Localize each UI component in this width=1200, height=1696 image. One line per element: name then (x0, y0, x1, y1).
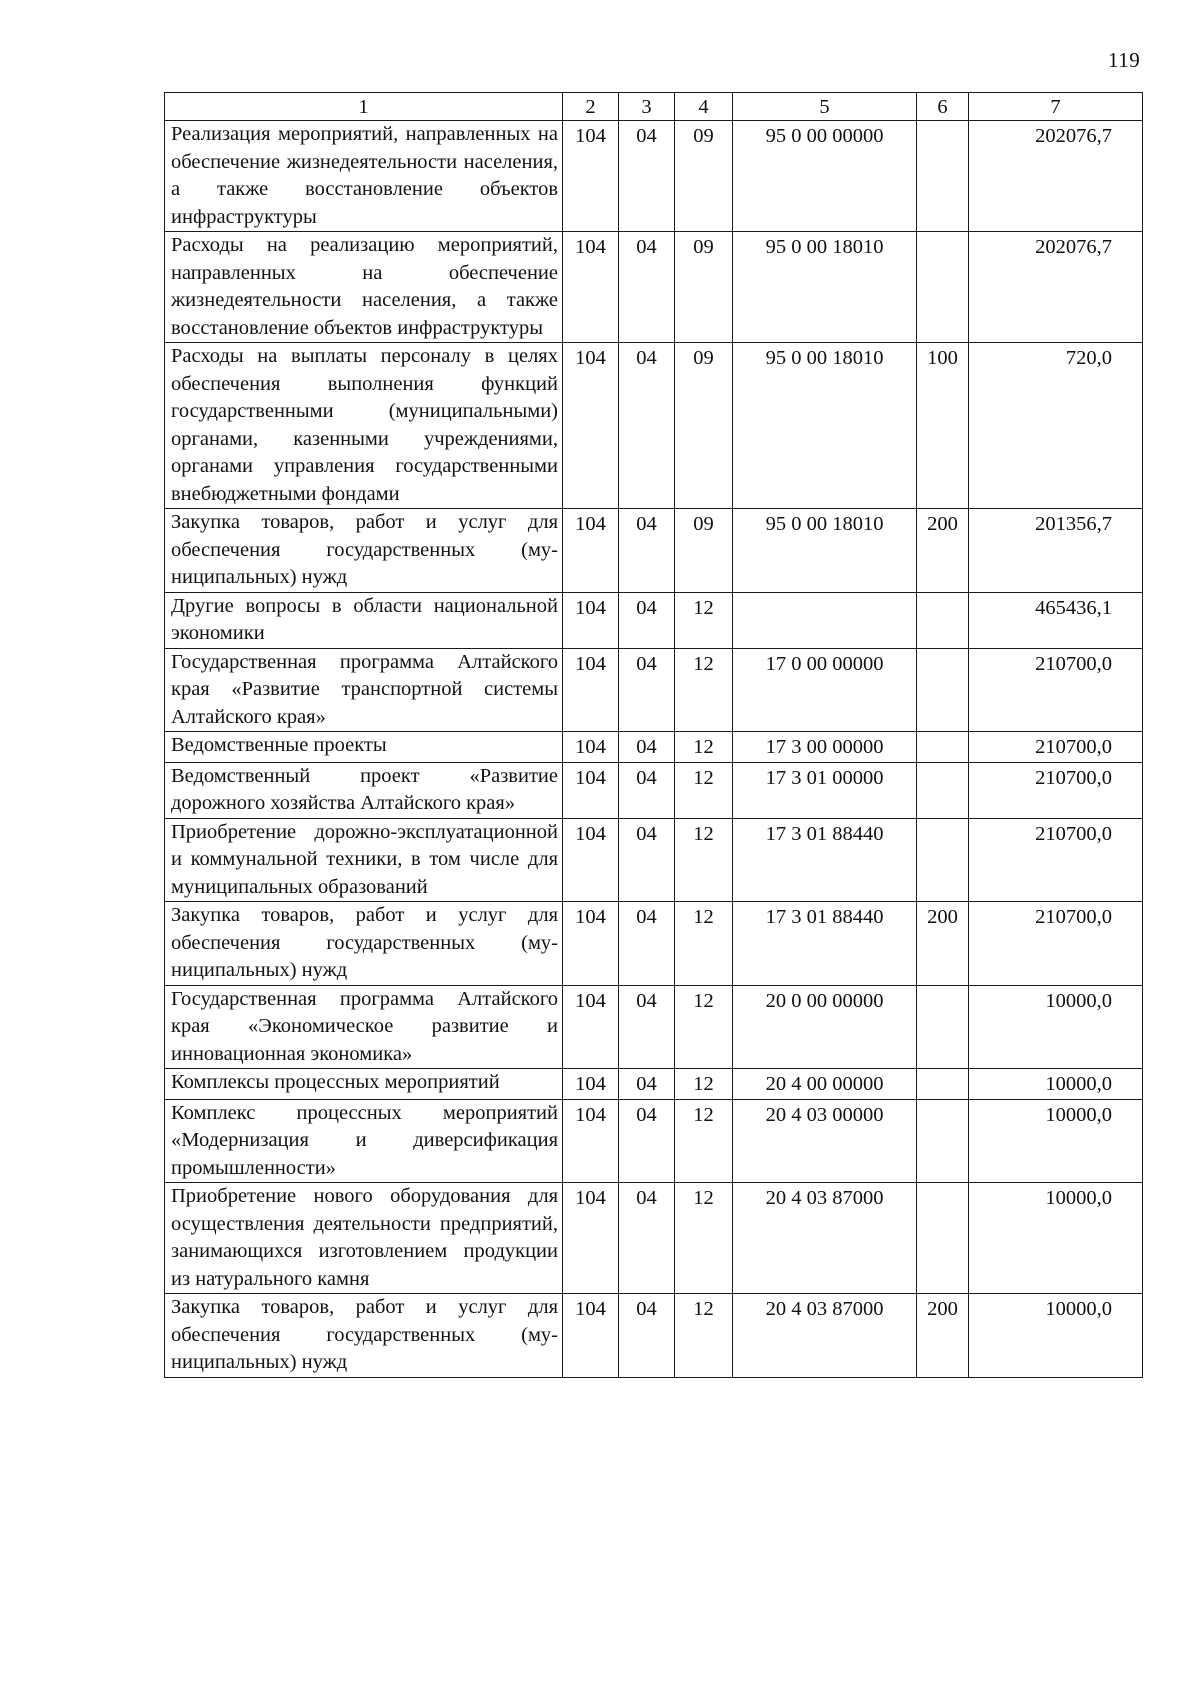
row-name: Комплексы процессных мероприятий (165, 1069, 563, 1100)
row-csr: 17 3 01 00000 (733, 762, 917, 818)
row-pr: 12 (675, 1099, 733, 1183)
row-ved: 104 (563, 1099, 619, 1183)
row-name: Расходы на выплаты персоналу в целях обеспечения выполнения функций государственными (муниципальными) органами, казенными учреждениями, органами управления государственными внебюджетными фондами (165, 343, 563, 509)
row-pr: 12 (675, 732, 733, 763)
row-name: Расходы на реализацию мероприятий, направленных на обеспечение жизнедеятельности населения, а также восстановление объектов инфраструктуры (165, 232, 563, 343)
row-vr (917, 1069, 969, 1100)
row-pr: 09 (675, 232, 733, 343)
table-row (165, 818, 1143, 902)
table-header-row (165, 93, 1143, 121)
row-vr (917, 818, 969, 902)
row-sum: 10000,0 (969, 1294, 1143, 1378)
page-number: 119 (1108, 48, 1141, 72)
row-csr (733, 592, 917, 648)
row-sum: 720,0 (969, 343, 1143, 509)
row-rz: 04 (619, 343, 675, 509)
budget-table (164, 92, 1143, 1378)
header-cell-pr: 4 (675, 93, 733, 121)
row-sum: 201356,7 (969, 509, 1143, 593)
row-sum: 210700,0 (969, 902, 1143, 986)
table-row (165, 648, 1143, 732)
row-ved: 104 (563, 232, 619, 343)
row-vr (917, 121, 969, 232)
row-rz: 04 (619, 1069, 675, 1100)
row-vr (917, 732, 969, 763)
header-cell-ved: 2 (563, 93, 619, 121)
row-rz: 04 (619, 985, 675, 1069)
row-name: Ведомственный проект «Развитие дорожного хозяйства Алтайского края» (165, 762, 563, 818)
row-pr: 12 (675, 1183, 733, 1294)
row-csr: 20 4 03 87000 (733, 1294, 917, 1378)
row-ved: 104 (563, 592, 619, 648)
row-vr (917, 232, 969, 343)
row-rz: 04 (619, 1294, 675, 1378)
row-csr: 20 4 00 00000 (733, 1069, 917, 1100)
row-pr: 09 (675, 343, 733, 509)
row-vr (917, 1183, 969, 1294)
row-sum: 210700,0 (969, 732, 1143, 763)
row-vr: 100 (917, 343, 969, 509)
row-sum: 10000,0 (969, 985, 1143, 1069)
row-sum: 10000,0 (969, 1183, 1143, 1294)
row-ved: 104 (563, 343, 619, 509)
row-ved: 104 (563, 762, 619, 818)
row-rz: 04 (619, 762, 675, 818)
row-rz: 04 (619, 648, 675, 732)
row-ved: 104 (563, 985, 619, 1069)
row-csr: 95 0 00 00000 (733, 121, 917, 232)
row-name: Закупка товаров, работ и услуг для обеспечения государственных (муниципальных) нужд (165, 1294, 563, 1378)
row-rz: 04 (619, 509, 675, 593)
header-cell-name: 1 (165, 93, 563, 121)
row-pr: 12 (675, 1069, 733, 1100)
row-csr: 20 4 03 00000 (733, 1099, 917, 1183)
row-ved: 104 (563, 121, 619, 232)
header-cell-rz: 3 (619, 93, 675, 121)
row-pr: 09 (675, 509, 733, 593)
row-vr (917, 1099, 969, 1183)
row-pr: 12 (675, 818, 733, 902)
row-ved: 104 (563, 818, 619, 902)
row-sum: 465436,1 (969, 592, 1143, 648)
row-name: Ведомственные проекты (165, 732, 563, 763)
row-pr: 12 (675, 648, 733, 732)
table-row (165, 121, 1143, 232)
row-csr: 17 3 00 00000 (733, 732, 917, 763)
row-rz: 04 (619, 1099, 675, 1183)
table-row (165, 1294, 1143, 1378)
row-csr: 20 4 03 87000 (733, 1183, 917, 1294)
header-cell-vr: 6 (917, 93, 969, 121)
table-body (165, 121, 1143, 1378)
row-pr: 12 (675, 902, 733, 986)
row-csr: 17 3 01 88440 (733, 902, 917, 986)
row-name: Закупка товаров, работ и услуг для обеспечения государственных (муниципальных) нужд (165, 902, 563, 986)
row-rz: 04 (619, 232, 675, 343)
row-ved: 104 (563, 1069, 619, 1100)
table-row (165, 732, 1143, 763)
row-vr (917, 648, 969, 732)
header-cell-csr: 5 (733, 93, 917, 121)
row-vr: 200 (917, 1294, 969, 1378)
row-vr: 200 (917, 902, 969, 986)
row-csr: 95 0 00 18010 (733, 232, 917, 343)
row-vr: 200 (917, 509, 969, 593)
row-name: Государственная программа Алтайского края «Развитие транспортной системы Алтайского края» (165, 648, 563, 732)
row-ved: 104 (563, 732, 619, 763)
row-csr: 17 3 01 88440 (733, 818, 917, 902)
table-row (165, 232, 1143, 343)
row-pr: 12 (675, 592, 733, 648)
table-row (165, 1099, 1143, 1183)
row-vr (917, 985, 969, 1069)
row-rz: 04 (619, 592, 675, 648)
table-row (165, 1183, 1143, 1294)
table-row (165, 592, 1143, 648)
row-name: Реализация мероприятий, направленных на обеспечение жизнедеятельности населения, а также восстановление объектов инфраструктуры (165, 121, 563, 232)
row-sum: 210700,0 (969, 762, 1143, 818)
row-ved: 104 (563, 509, 619, 593)
row-ved: 104 (563, 1294, 619, 1378)
row-ved: 104 (563, 1183, 619, 1294)
row-rz: 04 (619, 1183, 675, 1294)
row-pr: 12 (675, 762, 733, 818)
row-name: Закупка товаров, работ и услуг для обеспечения государственных (муниципальных) нужд (165, 509, 563, 593)
row-sum: 10000,0 (969, 1069, 1143, 1100)
row-vr (917, 592, 969, 648)
row-pr: 12 (675, 985, 733, 1069)
row-pr: 09 (675, 121, 733, 232)
row-name: Комплекс процессных мероприятий «Модернизация и диверсификация промышленности» (165, 1099, 563, 1183)
table-row (165, 343, 1143, 509)
row-sum: 202076,7 (969, 232, 1143, 343)
row-csr: 95 0 00 18010 (733, 509, 917, 593)
table-row (165, 509, 1143, 593)
row-ved: 104 (563, 648, 619, 732)
table-row (165, 1069, 1143, 1100)
row-name: Приобретение дорожно-эксплуатационной и коммунальной техники, в том числе для муниципальных образований (165, 818, 563, 902)
row-pr: 12 (675, 1294, 733, 1378)
row-name: Государственная программа Алтайского края «Экономическое развитие и инновационная экономика» (165, 985, 563, 1069)
row-vr (917, 762, 969, 818)
row-ved: 104 (563, 902, 619, 986)
row-rz: 04 (619, 121, 675, 232)
row-sum: 210700,0 (969, 648, 1143, 732)
header-cell-sum: 7 (969, 93, 1143, 121)
row-rz: 04 (619, 818, 675, 902)
row-name: Другие вопросы в области национальной экономики (165, 592, 563, 648)
table-row (165, 762, 1143, 818)
table-row (165, 985, 1143, 1069)
row-sum: 10000,0 (969, 1099, 1143, 1183)
row-rz: 04 (619, 902, 675, 986)
row-sum: 202076,7 (969, 121, 1143, 232)
row-sum: 210700,0 (969, 818, 1143, 902)
row-csr: 20 0 00 00000 (733, 985, 917, 1069)
row-csr: 95 0 00 18010 (733, 343, 917, 509)
table-row (165, 902, 1143, 986)
row-name: Приобретение нового оборудования для осуществления деятельности предприятий, занимающихся изготовлением продукции из натурального камня (165, 1183, 563, 1294)
row-rz: 04 (619, 732, 675, 763)
row-csr: 17 0 00 00000 (733, 648, 917, 732)
